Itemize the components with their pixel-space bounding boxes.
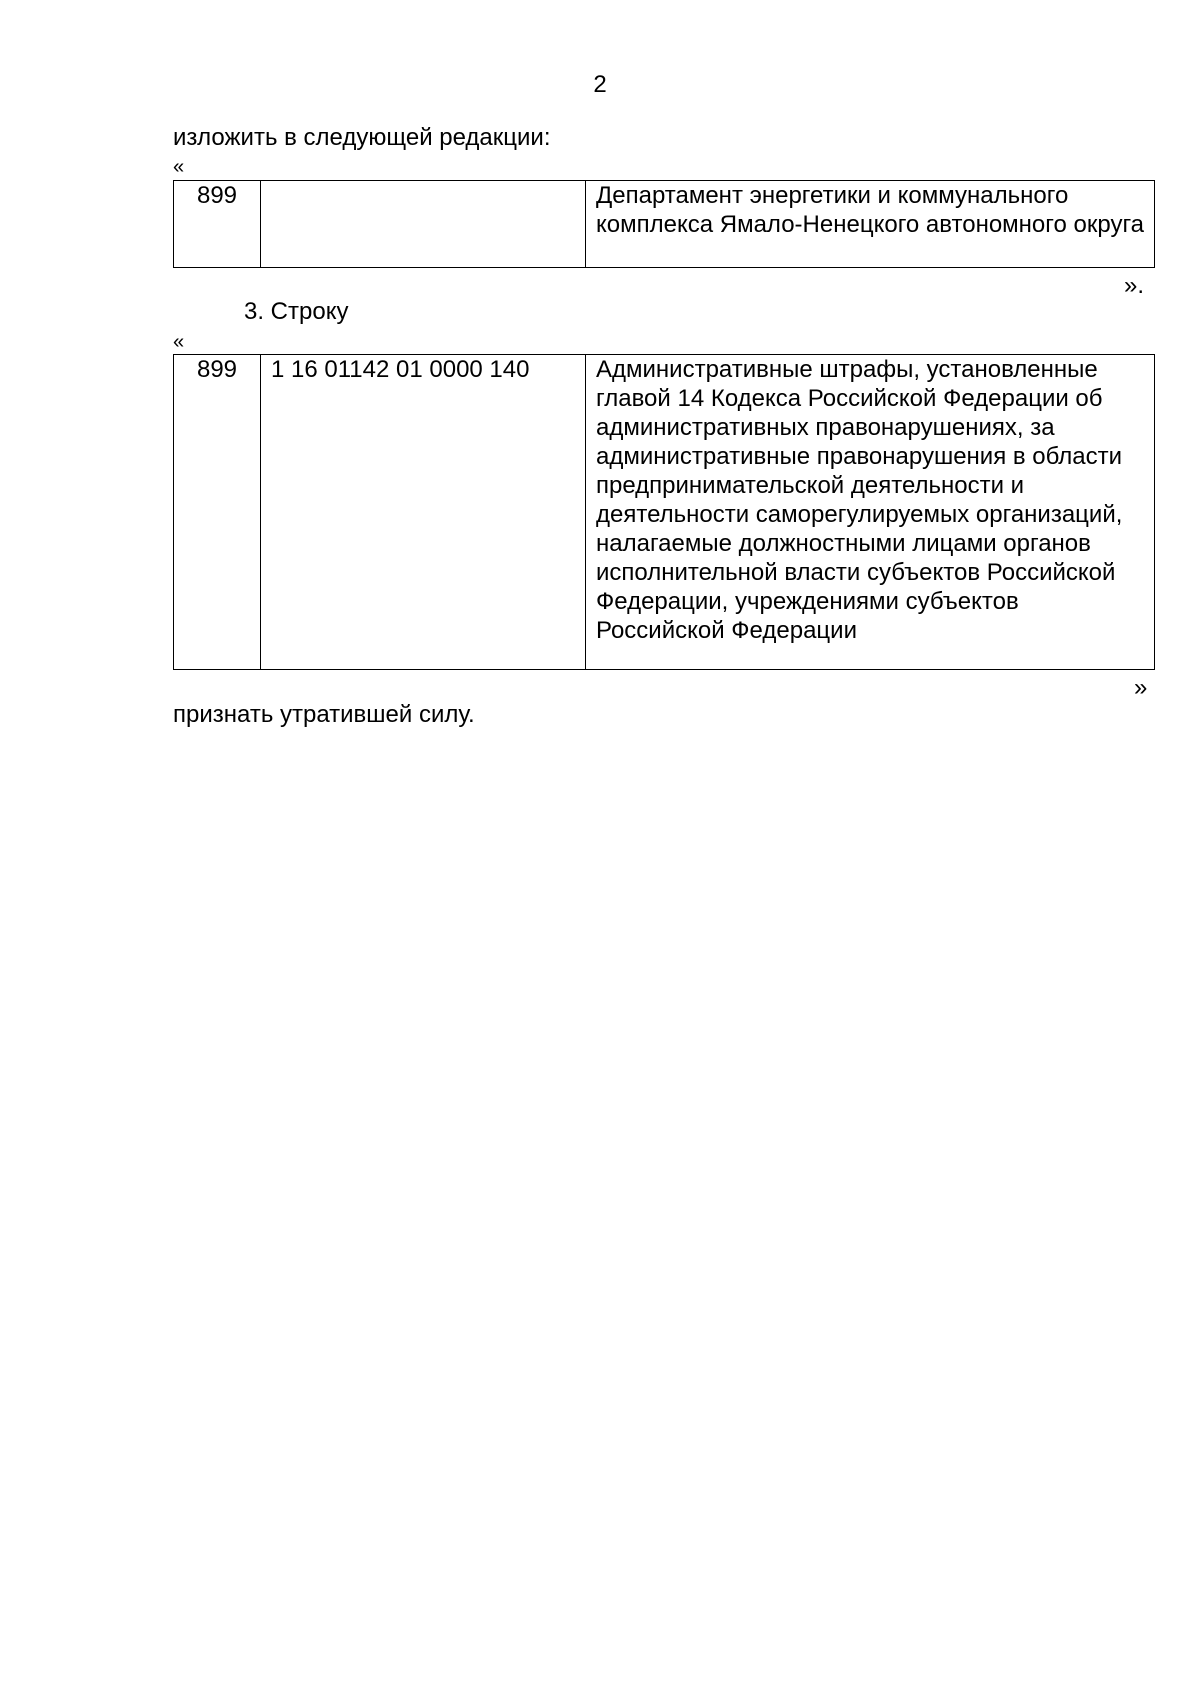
replacement-table: [173, 180, 1155, 268]
page-number: 2: [593, 71, 607, 98]
table-cell-description: Департамент энергетики и коммунального комплекса Ямало-Ненецкого автономного округа: [586, 181, 1155, 268]
table-cell-kbk: 1 16 01142 01 0000 140: [261, 355, 586, 670]
open-quote-1: «: [173, 156, 185, 178]
close-quote-1: ».: [1124, 272, 1145, 299]
table-row: [174, 181, 1155, 268]
table-cell-kbk: [261, 181, 586, 268]
table-row: [174, 355, 1155, 670]
intro-text: изложить в следующей редакции:: [173, 124, 551, 151]
table-cell-code: 899: [174, 355, 261, 670]
table-cell-code: 899: [174, 181, 261, 268]
close-quote-2: »: [1134, 674, 1148, 701]
removed-row-table: [173, 354, 1155, 670]
item-heading: 3. Строку: [244, 298, 349, 325]
open-quote-2: «: [173, 331, 185, 353]
table-cell-description: Административные штрафы, установленные главой 14 Кодекса Российской Федерации об административных правонарушениях, за административные правонарушения в области предпринимательской деятельности и деятельности саморегулируемых организаций, налагаемые должностными лицами органов исполнительной власти субъектов Российской Федерации, учреждениями субъектов Российской Федерации: [586, 355, 1155, 670]
final-text: признать утратившей силу.: [173, 701, 475, 728]
